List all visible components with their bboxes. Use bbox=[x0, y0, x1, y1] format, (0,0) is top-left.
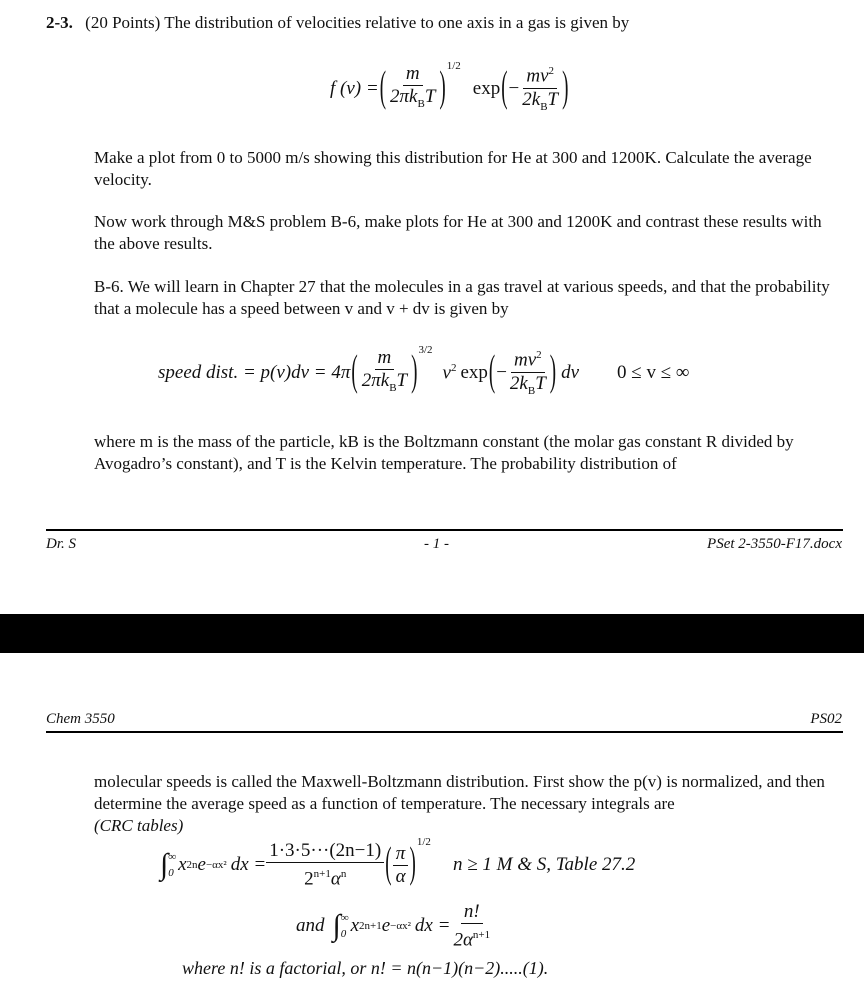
paragraph-b6: B-6. We will learn in Chapter 27 that the molecules in a gas travel at various speeds, and that the probability that a molecule has a speed between v and v + dv is given by bbox=[94, 277, 830, 318]
eq2-fraction-1: $\frac{m}{2\pi k_BT}$ bbox=[361, 347, 408, 394]
eq2-dv: dv bbox=[561, 362, 580, 383]
eq2-lhs: speed dist. = p(v)dv = 4π bbox=[158, 362, 351, 383]
paragraph-plot: Make a plot from 0 to 5000 m/s showing this distribution for He at 300 and 1200K. Calculate the average velocity. bbox=[94, 148, 812, 189]
problem-number: 2-3. bbox=[46, 13, 73, 32]
int1-fraction: $\frac{1\cdot 3\cdot 5\cdot\cdot\cdot(2n-1)}{2^{n+1}\alpha^n}$ bbox=[266, 841, 384, 889]
footer-filename: PSet 2-3550-F17.docx bbox=[707, 536, 842, 552]
eq1-exp: exp bbox=[472, 78, 501, 99]
eq2-range: 0 ≤ v ≤ ∞ bbox=[617, 362, 690, 383]
eq1-lparen: ( bbox=[379, 63, 387, 112]
velocity-distribution-equation: f (v) = ( $\frac{m}{2\pi k_BT}$ ) $^{1/2}$ exp ( − $\frac{mv^2}{2k_BT}$ ) bbox=[330, 58, 569, 120]
footer-page-number: - 1 - bbox=[424, 536, 449, 552]
eq2-v2: $v^2$ bbox=[442, 361, 457, 384]
eq1-power: 1/2 bbox=[446, 60, 461, 72]
eq1-lhs: f (v) = bbox=[330, 78, 379, 99]
paragraph-maxwell-boltzmann: molecular speeds is called the Maxwell-Boltzmann distribution. First show the p(v) is normalized, and then determine the average speed as a function of temperature. The necessary integrals are bbox=[94, 772, 825, 813]
footer-author: Dr. S bbox=[46, 536, 77, 552]
eq2-power: 3/2 bbox=[418, 344, 433, 356]
footer-rule bbox=[46, 529, 843, 531]
int1-condition: n ≥ 1 M & S, Table 27.2 bbox=[452, 854, 636, 875]
int2-fraction: $\frac{n!}{2\alpha^{n+1}}$ bbox=[453, 900, 491, 951]
speed-distribution-equation: speed dist. = p(v)dv = 4π ( $\frac{m}{2\pi k_BT}$ ) $^{3/2}$ $v^2$ exp ( − $\frac{mv^2}{2k_BT}$ ) dv 0 ≤ v ≤ ∞ bbox=[158, 342, 689, 404]
eq1-minus: − bbox=[508, 78, 520, 99]
paragraph-definitions: where m is the mass of the particle, kB is the Boltzmann constant (the molar gas constant R divided by Avogadro’s constant), and T is the Kelvin temperature. The probability distribution of bbox=[94, 432, 794, 473]
paragraph-ms-problem: Now work through M&S problem B-6, make plots for He at 300 and 1200K and contrast these results with the above results. bbox=[94, 212, 822, 253]
eq1-rparen: ) bbox=[439, 63, 446, 112]
header-pset: PS02 bbox=[810, 711, 842, 727]
eq1-fraction-2: $\frac{mv^2}{2k_BT}$ bbox=[519, 61, 561, 116]
eq2-exp: exp bbox=[460, 362, 488, 383]
eq2-fraction-2: $\frac{mv^2}{2k_BT}$ bbox=[507, 345, 549, 400]
page-separator bbox=[0, 614, 864, 653]
header-course: Chem 3550 bbox=[46, 711, 115, 727]
eq1-fraction-1: $\frac{m}{2\pi k_BT}$ bbox=[390, 63, 436, 110]
integral-even: ∫ ∞ 0 x 2n e −αx² dx = $\frac{1\cdot 3\cdot 5\cdot\cdot\cdot(2n-1)}{2^{n+1}\alpha^n}$ ( $\frac{\pi}{\alpha}$ ) $^{1/2}$ n ≥ 1 M & S, Table 27.2 bbox=[160, 836, 636, 890]
header-rule bbox=[46, 731, 843, 733]
factorial-definition: where n! is a factorial, or n! = n(n−1)(n−2).....(1). bbox=[182, 958, 549, 978]
problem-heading bbox=[46, 12, 846, 34]
integral-odd: and ∫ ∞ 0 x 2n+1 e −αx² dx = $\frac{n!}{2\alpha^{n+1}}$ bbox=[296, 898, 493, 954]
crc-tables: (CRC tables) bbox=[94, 816, 184, 835]
problem-intro: (20 Points) The distribution of velocities relative to one axis in a gas is given by bbox=[85, 13, 630, 32]
